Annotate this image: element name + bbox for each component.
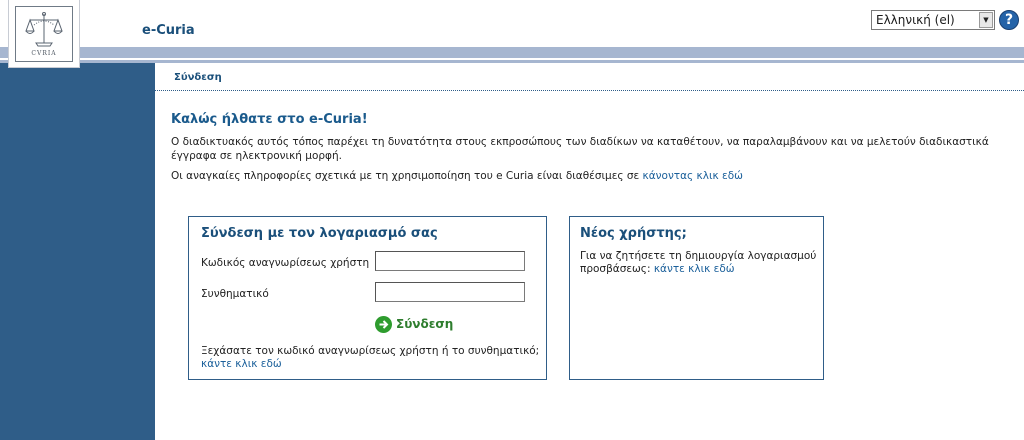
language-selected-value: Ελληνική (el) <box>876 13 955 27</box>
info-link[interactable]: κάνοντας κλικ εδώ <box>642 170 743 182</box>
new-user-title: Νέος χρήστης; <box>580 226 687 241</box>
tab-login[interactable]: Σύνδεση <box>174 72 222 83</box>
new-user-panel <box>569 216 824 380</box>
username-label: Κωδικός αναγνωρίσεως χρήστη <box>201 257 370 269</box>
help-button[interactable] <box>999 10 1019 30</box>
new-user-text <box>580 250 820 276</box>
help-icon: ? <box>1004 12 1014 28</box>
sidebar <box>0 63 155 440</box>
scales-of-justice-icon <box>24 11 64 49</box>
page-title: Καλώς ήλθατε στο e-Curia! <box>171 112 368 127</box>
password-label: Συνθηματικό <box>201 288 269 300</box>
new-user-link[interactable]: κάντε κλικ εδώ <box>653 263 735 275</box>
new-user-description: Για να ζητήσετε τη δημιουργία λογαριασμού προσβάσεως: <box>580 250 817 275</box>
curia-logo[interactable] <box>8 0 80 68</box>
forgot-credentials-text: Ξεχάσατε τον κωδικό αναγνωρίσεως χρήστη ή το συνθηματικό; <box>201 345 540 357</box>
info-text <box>171 170 743 182</box>
forgot-credentials <box>201 345 546 371</box>
login-panel <box>188 216 547 380</box>
app-title: e-Curia <box>142 23 195 38</box>
forgot-credentials-link[interactable]: κάντε κλικ εδώ <box>201 358 282 370</box>
login-button-label: Σύνδεση <box>396 317 454 331</box>
login-button[interactable] <box>375 315 453 333</box>
logo-frame <box>15 6 73 62</box>
logo-text: CVRIA <box>31 49 57 57</box>
tab-strip <box>155 66 1024 90</box>
arrow-right-icon <box>375 316 392 333</box>
username-input[interactable] <box>375 251 525 271</box>
login-panel-title: Σύνδεση με τον λογαριασμό σας <box>201 226 438 241</box>
chevron-down-icon[interactable]: ▼ <box>979 12 993 28</box>
info-text-prefix: Οι αναγκαίες πληροφορίες σχετικά με τη χρησιμοποίηση του e Curia είναι διαθέσιμες σε <box>171 170 643 182</box>
intro-text: Ο διαδικτυακός αυτός τόπος παρέχει τη δυνατότητα στους εκπροσώπους των διαδίκων να καταθέτουν, να παραλαμβάνουν και να μελετούν διαδικαστικά έγγραφα σε ηλεκτρονική μορφή. <box>171 136 989 162</box>
password-input[interactable] <box>375 282 525 302</box>
header-band <box>0 47 1024 58</box>
language-select[interactable] <box>871 10 995 30</box>
